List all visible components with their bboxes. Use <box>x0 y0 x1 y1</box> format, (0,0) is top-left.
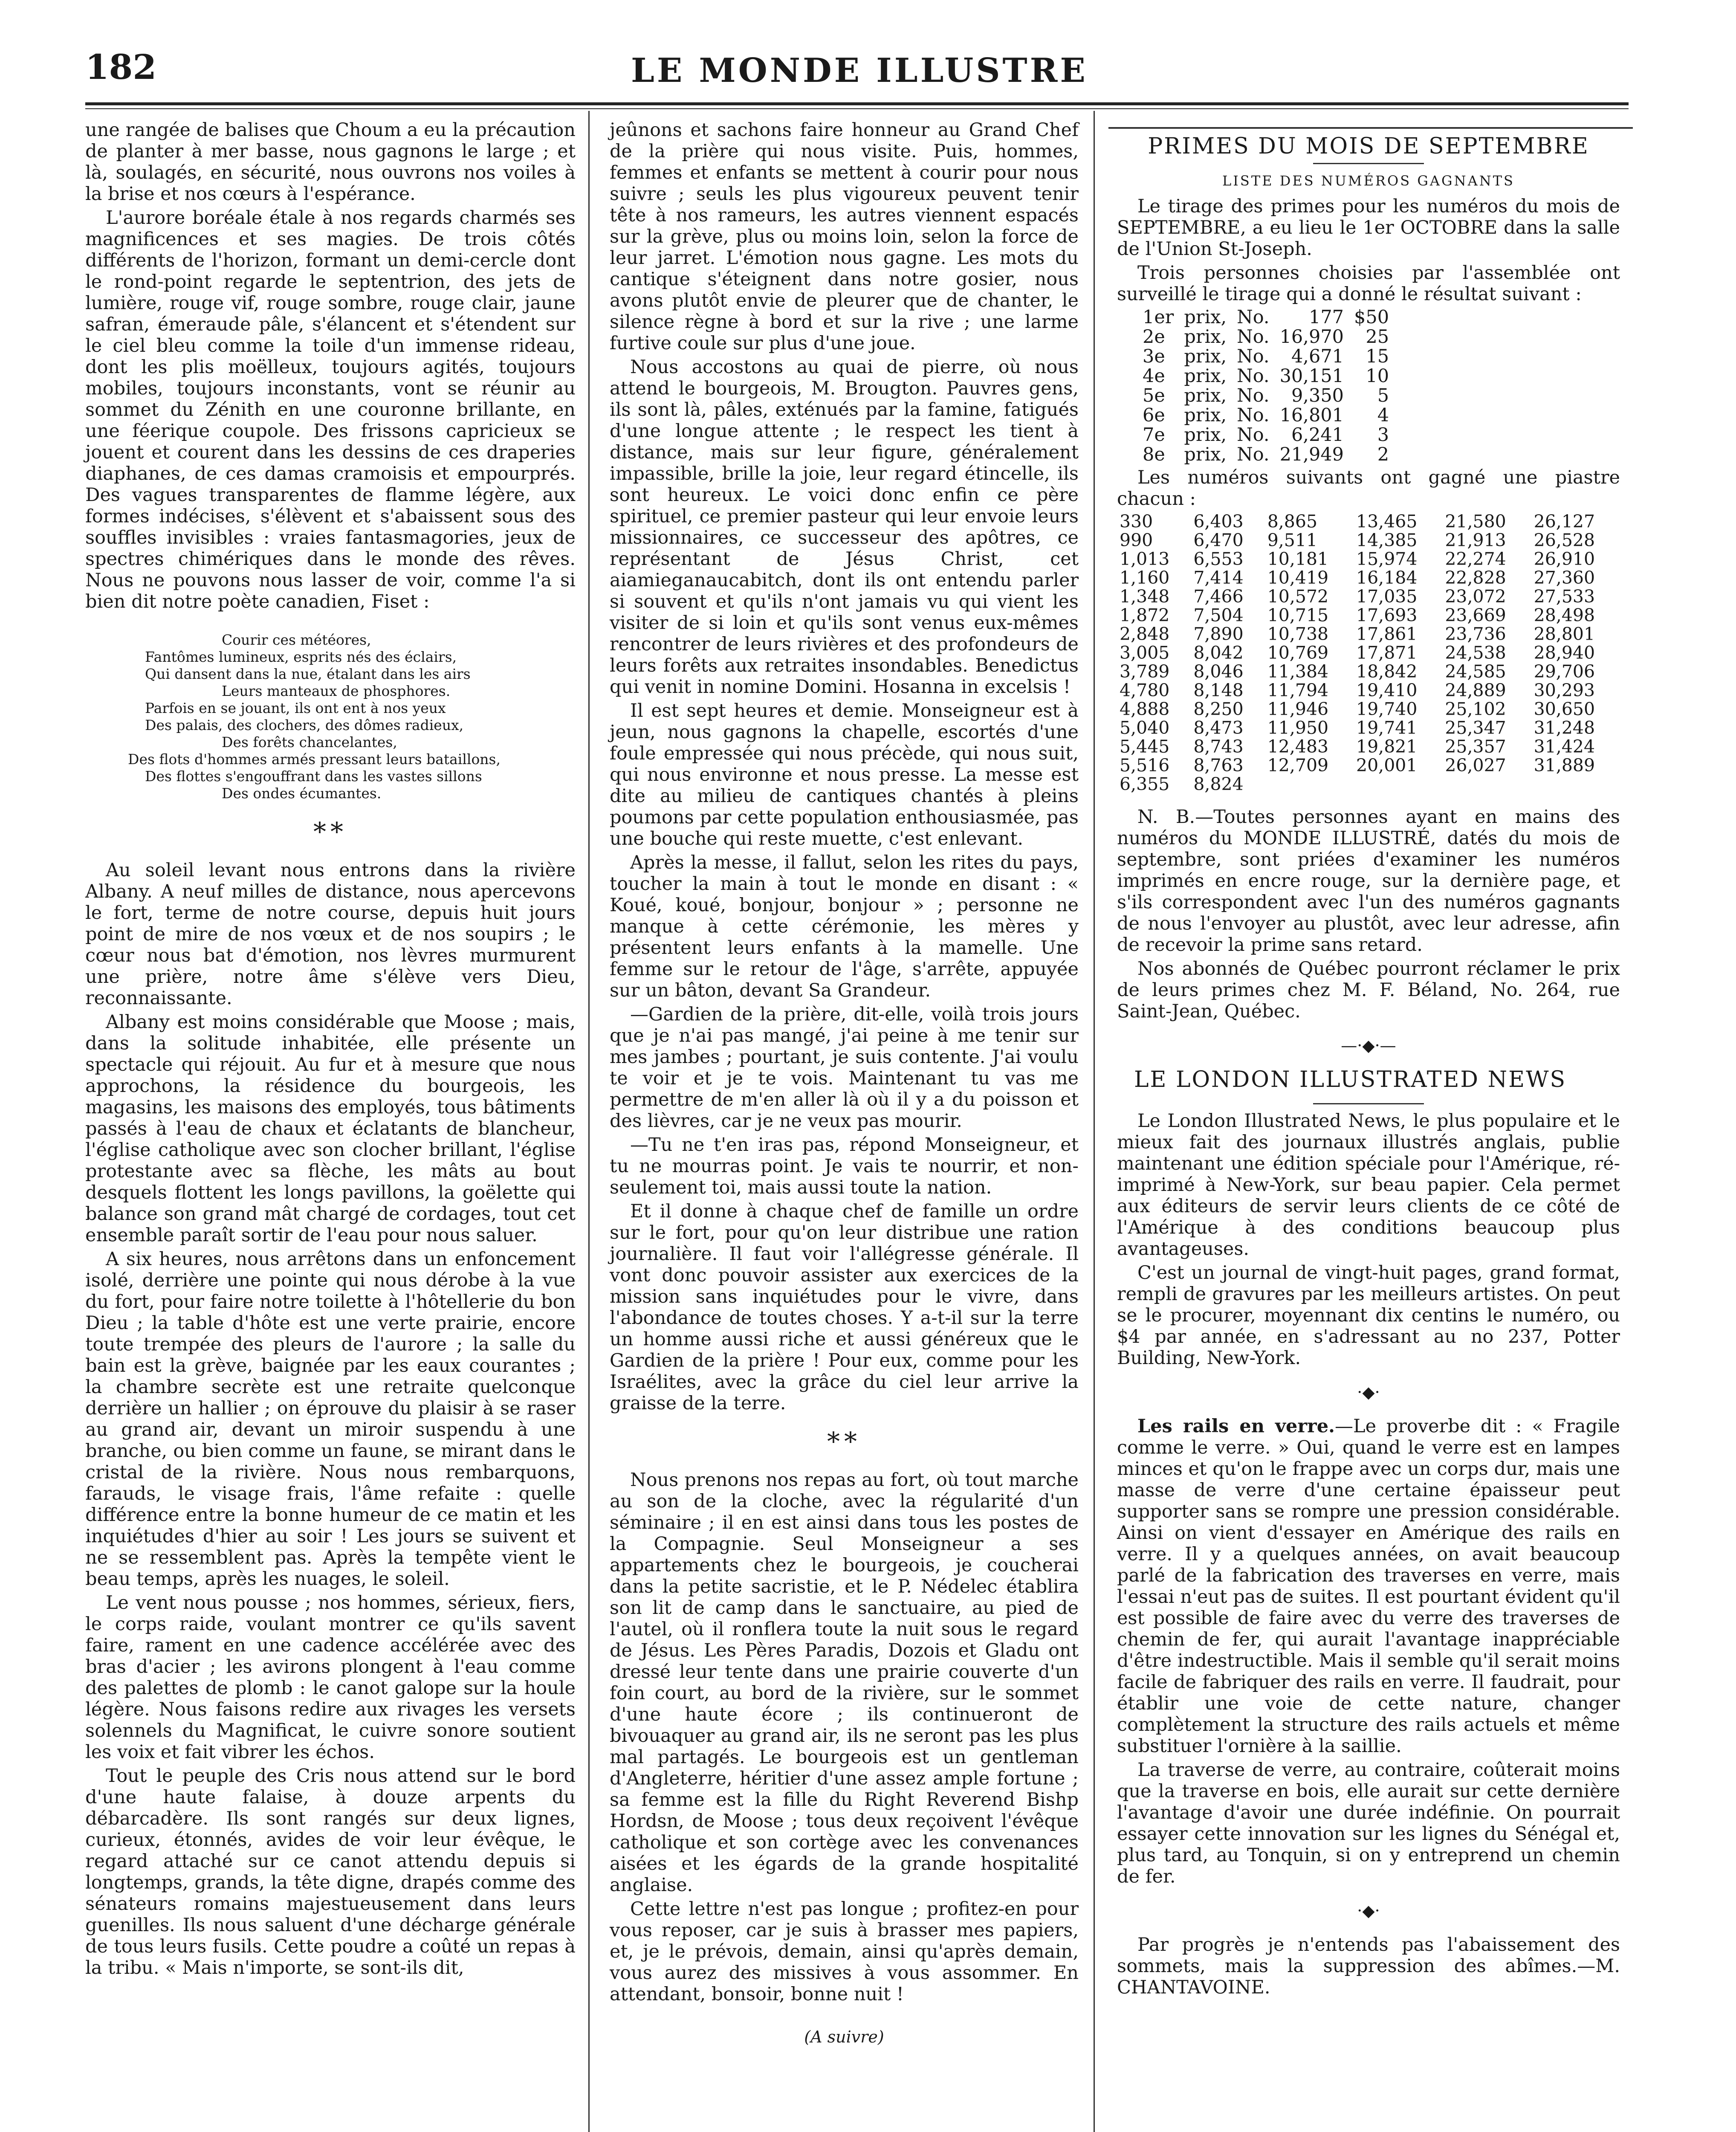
winning-number: 8,042 <box>1193 643 1244 663</box>
page-number: 182 <box>85 47 156 87</box>
winning-number: 22,274 <box>1445 549 1506 569</box>
title-rule <box>1313 1103 1424 1104</box>
winning-number: 7,504 <box>1193 605 1244 626</box>
winning-number: 7,466 <box>1193 586 1244 607</box>
winning-number: 11,384 <box>1267 661 1329 682</box>
winning-number: 4,888 <box>1120 699 1170 719</box>
winning-number: 1,348 <box>1120 586 1170 607</box>
prize-number: 4,671 <box>1291 346 1344 367</box>
number-row <box>1117 718 1620 737</box>
prize-amount: 25 <box>1366 326 1389 348</box>
winning-number: 3,005 <box>1120 643 1170 663</box>
poem-verse <box>128 631 576 802</box>
winning-number: 20,001 <box>1356 755 1418 776</box>
prize-row <box>1143 406 1399 425</box>
winning-number: 18,842 <box>1356 661 1418 682</box>
prize-row <box>1143 425 1399 445</box>
header-rule-thin <box>85 108 1629 109</box>
number-row <box>1117 568 1620 587</box>
london-title: LE LONDON ILLUSTRATED NEWS <box>1134 1067 1567 1092</box>
winning-number: 26,027 <box>1445 755 1506 776</box>
paragraph: Et il donne à chaque chef de famille un ordre sur le fort, pour qu'on leur distribue une ration journalière. Il faut voir l'allégresse générale. Il vont donc pouvoir assister aux exercices de la mission sans inquiétudes pour le vivre, dans l'abondance de toutes choses. Y a-t-il sur la terre un homme aussi riche et aussi généreux que le Gardien de la prière ! Pour eux, comme pour les Israélites, avec la grâce du ciel leur arrive la graisse de la terre. <box>610 1201 1079 1414</box>
prize-rank: 6e <box>1143 405 1165 426</box>
title-rule <box>1313 163 1424 164</box>
column-3 <box>1117 119 1620 2001</box>
number-row <box>1117 662 1620 681</box>
quote: Par progrès je n'entends pas l'abaissement des sommets, mais la suppression des abîmes.—M. CHANTAVOINE. <box>1117 1934 1620 1998</box>
paragraph: C'est un journal de vingt-huit pages, grand format, rempli de gravures par les meilleurs artistes. On peut se le procurer, moyennant dix centins le numéro, ou $4 par année, en s'adressant au no 237, Potter Building, New-York. <box>1117 1262 1620 1369</box>
winning-number: 10,769 <box>1267 643 1329 663</box>
winning-number: 23,072 <box>1445 586 1506 607</box>
prize-label: prix, <box>1184 326 1227 348</box>
winning-number: 19,740 <box>1356 699 1418 719</box>
paragraph: Tout le peuple des Cris nous attend sur le bord d'une haute falaise, à douze arpents du débarcadère. Ils sont rangés sur deux lignes, curieux, étonnés, avides de voir leur évêque, le regard attaché sur ce canot attendu depuis si longtemps, grands, la tête digne, drapés comme des sénateurs romains majestueusement dans leurs guenilles. Ils nous saluent d'une décharge générale de tous leurs fusils. Cette poudre a coûté un repas à la tribu. « Mais n'importe, se sont-ils dit, <box>85 1765 576 1978</box>
continued-note: (A suivre) <box>804 2028 884 2046</box>
number-row <box>1117 625 1620 643</box>
winning-number: 23,736 <box>1445 624 1506 644</box>
prize-no: No. <box>1237 365 1270 387</box>
winning-number: 990 <box>1120 530 1153 550</box>
column-divider <box>588 111 590 2132</box>
winning-number: 11,946 <box>1267 699 1329 719</box>
column-divider <box>1094 111 1095 2132</box>
winning-number: 28,498 <box>1533 605 1595 626</box>
prize-number: 9,350 <box>1291 385 1344 406</box>
winning-number: 12,483 <box>1267 736 1329 757</box>
winning-number: 8,865 <box>1267 511 1318 532</box>
winning-number: 8,743 <box>1193 736 1244 757</box>
winning-number: 31,889 <box>1533 755 1595 776</box>
winning-number: 6,403 <box>1193 511 1244 532</box>
winning-number: 10,181 <box>1267 549 1329 569</box>
prize-label: prix, <box>1184 365 1227 387</box>
number-row <box>1117 531 1620 550</box>
prize-amount: 15 <box>1366 346 1389 367</box>
header-rule <box>85 102 1629 105</box>
winning-number: 14,385 <box>1356 530 1418 550</box>
prize-label: prix, <box>1184 444 1227 465</box>
section-separator: ** <box>827 1427 861 1457</box>
winning-number: 6,355 <box>1120 774 1170 794</box>
primes-subtitle: LISTE DES NUMÉROS GAGNANTS <box>1222 173 1515 189</box>
prize-row <box>1143 347 1399 366</box>
verse-line: Des palais, des clochers, des dômes radieux, <box>145 717 464 733</box>
winning-number: 13,465 <box>1356 511 1418 532</box>
verse-line: Parfois en se jouant, ils ont ent à nos yeux <box>145 700 446 716</box>
number-row <box>1117 681 1620 700</box>
prize-amount: 2 <box>1377 444 1389 465</box>
winning-number: 21,913 <box>1445 530 1506 550</box>
winning-number: 21,580 <box>1445 511 1506 532</box>
paragraph: Le vent nous pousse ; nos hommes, sérieux, fiers, le corps raide, voulant montrer ce qu'ils savent faire, rament en une cadence accélérée avec des bras d'acier ; les avirons plongent à l'eau comme des palettes de plomb : le canot galope sur la houle légère. Nous faisons redire aux rivages les versets solennels du Magnificat, le cuivre sonore soutient les voix et fait vibrer les échos. <box>85 1592 576 1763</box>
winning-number: 26,528 <box>1533 530 1595 550</box>
winning-number: 5,516 <box>1120 755 1170 776</box>
prize-rank: 8e <box>1143 444 1165 465</box>
winning-number: 22,828 <box>1445 568 1506 588</box>
winning-number: 1,872 <box>1120 605 1170 626</box>
paragraph: A six heures, nous arrêtons dans un enfoncement isolé, derrière une pointe qui nous dérobe à la vue du fort, pour faire notre toilette à l'hôtellerie du bon Dieu ; la table d'hôte est une verte prairie, encore toute trempée des pleurs de l'aurore ; la salle du bain est la grève, baignée par les eaux courantes ; la chambre secrète est une retraite quelconque derrière un hallier ; on éprouve du plaisir à se raser au grand air, devant un miroir suspendu à une branche, ou bien comme un faune, se mirant dans le cristal de la rivière. Nous nous rembarquons, farauds, le visage frais, l'âme refaite : quelle différence entre la bonne humeur de ce matin et les inquiétudes d'hier au soir ! Les jours se suivent et ne se ressemblent pas. Après la tempête vient le beau temps, après les nuages, le soleil. <box>85 1248 576 1590</box>
winning-number: 10,572 <box>1267 586 1329 607</box>
number-row <box>1117 512 1620 531</box>
winning-number: 5,445 <box>1120 736 1170 757</box>
paragraph: Il est sept heures et demie. Monseigneur est à jeun, nous gagnons la chapelle, escortés d'une foule empressée qui nous précède, qui nous suit, qui nous environne et nous presse. La messe est dite au milieu de cantiques chantés à pleins poumons par cette population enthousiasmée, pas une bouche qui reste muette, c'est enlevant. <box>610 700 1079 849</box>
winning-number: 8,824 <box>1193 774 1244 794</box>
prize-label: prix, <box>1184 424 1227 446</box>
number-row <box>1117 775 1620 794</box>
winning-number: 19,741 <box>1356 718 1418 738</box>
prize-table <box>1143 307 1399 464</box>
winning-number: 4,780 <box>1120 680 1170 701</box>
prize-row <box>1143 445 1399 464</box>
paragraph: Albany est moins considérable que Moose ; mais, dans la solitude inhabitée, elle présente un spectacle qui réjouit. Au fur et à mesure que nous approchons, la résidence du bourgeois, les magasins, les maisons des employés, tous bâtiments passés à l'eau de chaux et éclatants de blancheur, l'église catholique avec son clocher brillant, l'église protestante avec sa flèche, les mâts au bout desquels flottent les longs pavillons, la goëlette qui balance son grand mât chargé de cordages, tout cet ensemble paraît sortir de l'eau pour nous saluer. <box>85 1011 576 1246</box>
winning-number: 19,410 <box>1356 680 1418 701</box>
number-row <box>1117 550 1620 568</box>
prize-number: 16,970 <box>1279 326 1344 348</box>
winning-number: 6,553 <box>1193 549 1244 569</box>
verse-line: Courir ces météores, <box>222 631 371 648</box>
ornament-divider: ·◆· <box>1357 1383 1380 1402</box>
paragraph: L'aurore boréale étale à nos regards charmés ses magnificences et ses magies. De trois côtés différents de l'horizon, formant un demi-cercle dont le rond-point regarde le septentrion, des jets de lumière, rouge vif, rouge sombre, rouge clair, jaune safran, émeraude pâle, s'élancent et s'étendent sur le ciel bleu comme la toile d'un immense rideau, dont les plis moëlleux, toujours agités, toujours mobiles, toujours inconstants, vont se réunir au sommet du Zénith en une couronne brillante, en une féerique coupole. Des frissons capricieux se jouent et courent dans les dessins de ces draperies diaphanes, de ces damas cramoisis et empourprés. Des vagues transparentes de flamme légère, aux formes indécises, s'élèvent et s'abaissent sous des souffles invisibles : vraies fantasmagories, jeux de spectres chimériques dans le monde des rêves. Nous ne pouvons nous lasser de voir, comme l'a si bien dit notre poète canadien, Fiset : <box>85 207 576 612</box>
primes-title: PRIMES DU MOIS DE SEPTEMBRE <box>1148 133 1589 159</box>
winning-number: 17,871 <box>1356 643 1418 663</box>
winning-number: 26,910 <box>1533 549 1595 569</box>
number-row <box>1117 700 1620 718</box>
winning-number: 12,709 <box>1267 755 1329 776</box>
prize-no: No. <box>1237 444 1270 465</box>
prize-amount: 3 <box>1377 424 1389 446</box>
prize-amount: $50 <box>1354 307 1389 328</box>
verse-line: Qui dansent dans la nue, étalant dans les airs <box>145 666 471 682</box>
prize-label: prix, <box>1184 385 1227 406</box>
winning-number: 11,794 <box>1267 680 1329 701</box>
winning-number: 30,650 <box>1533 699 1595 719</box>
prize-number: 21,949 <box>1279 444 1344 465</box>
prize-number: 177 <box>1308 307 1344 328</box>
winning-number: 1,160 <box>1120 568 1170 588</box>
journal-title: LE MONDE ILLUSTRE <box>631 51 1088 90</box>
winning-number: 7,890 <box>1193 624 1244 644</box>
winning-number <box>1354 775 1442 794</box>
prize-amount: 5 <box>1377 385 1389 406</box>
winning-number: 330 <box>1120 511 1153 532</box>
prize-no: No. <box>1237 385 1270 406</box>
prize-row <box>1143 366 1399 386</box>
verse-line: Des flottes s'engouffrant dans les vastes sillons <box>145 768 482 785</box>
prize-no: No. <box>1237 307 1270 328</box>
winning-number: 7,414 <box>1193 568 1244 588</box>
winning-number: 24,585 <box>1445 661 1506 682</box>
winning-number <box>1531 775 1620 794</box>
number-row <box>1117 737 1620 756</box>
winning-number: 23,669 <box>1445 605 1506 626</box>
prize-row <box>1143 386 1399 406</box>
winning-number: 3,789 <box>1120 661 1170 682</box>
winning-number: 17,035 <box>1356 586 1418 607</box>
prize-label: prix, <box>1184 307 1227 328</box>
paragraph: —Le proverbe dit : « Fragile comme le verre. » Oui, quand le verre est en lampes minces et qu'on le frappe avec un corps dur, mais une masse de verre d'une certaine épaisseur peut supporter sans se rompre une pression considérable. Ainsi on vient d'essayer en Amérique des rails en verre. Il y a quelques années, on avait beaucoup parlé de la fabrication des traverses en verre, mais l'essai n'eut pas de suites. Il est pourtant évident qu'il est possible de faire avec du verre des traverses de chemin de fer, qui aurait l'avantage inappréciable d'être indestructible. Mais il semble qu'il serait moins facile de fabriquer des rails en verre. Il faudrait, pour établir une voie de cette nature, changer complètement la structure des rails actuels et même substituer l'ornière à la saillie. <box>1117 1416 1620 1757</box>
winning-number: 8,473 <box>1193 718 1244 738</box>
winning-number: 8,148 <box>1193 680 1244 701</box>
winning-number: 26,127 <box>1533 511 1595 532</box>
winning-number: 27,533 <box>1533 586 1595 607</box>
prize-no: No. <box>1237 346 1270 367</box>
prize-number: 30,151 <box>1279 365 1344 387</box>
winning-number: 9,511 <box>1267 530 1318 550</box>
winning-number: 28,940 <box>1533 643 1595 663</box>
winning-number: 17,693 <box>1356 605 1418 626</box>
paragraph: Cette lettre n'est pas longue ; profitez-en pour vous reposer, car je suis à brasser mes papiers, et, je le prévois, demain, ainsi qu'après demain, vous aurez des missives à vous assommer. En attendant, bonsoir, bonne nuit ! <box>610 1898 1079 2005</box>
paragraph: Le tirage des primes pour les numéros du mois de SEPTEMBRE, a eu lieu le 1er OCTOBRE dans la salle de l'Union St-Joseph. <box>1117 196 1620 260</box>
winning-number: 17,861 <box>1356 624 1418 644</box>
winning-number: 16,184 <box>1356 568 1418 588</box>
paragraph: —Gardien de la prière, dit-elle, voilà trois jours que je n'ai pas mangé, j'ai peine à me tenir sur mes jambes ; pourtant, je suis contente. J'ai voulu te voir et je te vois. Maintenant tu vas me permettre de m'en aller là où il y a du poisson et des lièvres, car je ne veux pas mourir. <box>610 1004 1079 1132</box>
column-1 <box>85 119 576 1981</box>
paragraph: —Tu ne t'en iras pas, répond Monseigneur, et tu ne mourras point. Je vais te nourrir, et non-seulement toi, mais aussi toute la nation. <box>610 1134 1079 1198</box>
winning-number: 29,706 <box>1533 661 1595 682</box>
paragraph: N. B.—Toutes personnes ayant en mains des numéros du MONDE ILLUSTRÉ, datés du mois de septembre, sont priées d'examiner les numéros imprimés en encre rouge, sur la dernière page, et s'ils correspondent avec l'un des numéros gagnants de nous l'envoyer au plustôt, avec leur adresse, afin de recevoir la prime sans retard. <box>1117 806 1620 956</box>
number-row <box>1117 606 1620 625</box>
prize-rank: 1er <box>1143 307 1174 328</box>
prize-rank: 5e <box>1143 385 1165 406</box>
prize-rank: 2e <box>1143 326 1165 348</box>
winning-number: 15,974 <box>1356 549 1418 569</box>
prize-rank: 3e <box>1143 346 1165 367</box>
verse-line: Leurs manteaux de phosphores. <box>222 683 451 699</box>
verse-line: Des ondes écumantes. <box>222 785 382 802</box>
verse-line: Des flots d'hommes armés pressant leurs bataillons, <box>128 751 501 768</box>
paragraph: La traverse de verre, au contraire, coûterait moins que la traverse en bois, elle aurait sur cette dernière l'avantage d'avoir une durée indéfinie. On pourrait essayer cette innovation sur les lignes du Sénégal et, plus tard, au Tonquin, si on y entreprend un chemin de fer. <box>1117 1759 1620 1887</box>
prize-label: prix, <box>1184 346 1227 367</box>
verse-line: Des forêts chancelantes, <box>222 734 397 750</box>
winning-number <box>1442 775 1531 794</box>
prize-amount: 4 <box>1377 405 1389 426</box>
rails-title: Les rails en verre. <box>1137 1416 1335 1437</box>
paragraph: Nous accostons au quai de pierre, où nous attend le bourgeois, M. Brougton. Pauvres gens, ils sont là, pâles, exténués par la famine, fatigués d'une longue attente ; le respect les tient à distance, mais sur leur figure, généralement impassible, brille la joie, leur regard étincelle, ils sont heureux. Le voici donc enfin ce père spirituel, ce premier pasteur qui leur envoie leurs missionnaires, ce successeur des apôtres, ce représentant de Jésus Christ, cet aiamieganaucabitch, dont ils ont entendu parler si souvent et qu'ils n'ont jamais vu qui vient les visiter de si loin et qu'ils sont venus eux-mêmes rencontrer de leurs rivières et des profondeurs de leurs forêts aux retraites insondables. Benedictus qui venit in nomine Domini. Hosanna in excelsis ! <box>610 356 1079 698</box>
number-row <box>1117 587 1620 606</box>
winning-number: 2,848 <box>1120 624 1170 644</box>
winning-number: 10,419 <box>1267 568 1329 588</box>
winning-number: 19,821 <box>1356 736 1418 757</box>
winning-number <box>1265 775 1354 794</box>
page-header <box>85 30 1629 102</box>
winning-numbers-table <box>1117 512 1620 794</box>
prize-number: 16,801 <box>1279 405 1344 426</box>
paragraph: une rangée de balises que Choum a eu la précaution de planter à mer basse, nous gagnons le large ; et là, soulagés, en sécurité, nous ouvrons nos voiles à la brise et nos cœurs à l'espérance. <box>85 119 576 205</box>
paragraph: Trois personnes choisies par l'assemblée ont surveillé le tirage qui a donné le résultat suivant : <box>1117 262 1620 305</box>
section-separator: ** <box>313 817 347 847</box>
winning-number: 10,738 <box>1267 624 1329 644</box>
ornament-divider: —·◆·— <box>1341 1036 1396 1055</box>
winning-number: 27,360 <box>1533 568 1595 588</box>
winning-number: 30,293 <box>1533 680 1595 701</box>
winning-number: 31,424 <box>1533 736 1595 757</box>
winning-number: 25,347 <box>1445 718 1506 738</box>
winning-number: 28,801 <box>1533 624 1595 644</box>
winning-number: 8,046 <box>1193 661 1244 682</box>
paragraph: Après la messe, il fallut, selon les rites du pays, toucher la main à tout le monde en disant : « Koué, koué, bonjour, bonjour » ; personne ne manque à cette cérémonie, les mères y présentent leurs enfants à la mamelle. Une femme sur le retour de l'âge, s'arrête, appuyée sur un bâton, devant Sa Grandeur. <box>610 852 1079 1001</box>
paragraph: Nos abonnés de Québec pourront réclamer le prix de leurs primes chez M. F. Béland, No. 264, rue Saint-Jean, Québec. <box>1117 958 1620 1022</box>
winning-number: 11,950 <box>1267 718 1329 738</box>
winning-number: 25,357 <box>1445 736 1506 757</box>
paragraph: Nous prenons nos repas au fort, où tout marche au son de la cloche, avec la régularité d'un séminaire ; il en est ainsi dans tous les postes de la Compagnie. Seul Monseigneur a ses appartements chez le bourgeois, je coucherai dans la petite sacristie, et le P. Nédelec établira son lit de camp dans le sanctuaire, au pied de l'autel, où il ronflera toute la nuit sous le regard de Jésus. Les Pères Paradis, Dozois et Gladu ont dressé leur tente dans une prairie couverte d'un foin court, au bord de la rivière, sur le sommet d'une haute écore ; ils continueront de bivouaquer au grand air, ils ne seront pas les plus mal partagés. Le bourgeois est un gentleman d'Angleterre, héritier d'une assez ample fortune ; sa femme est la fille du Right Reverend Bishp Hordsn, de Moose ; tous deux reçoivent l'évêque catholique et son cortège avec les convenances aisées et les égards de la grande hospitalité anglaise. <box>610 1469 1079 1896</box>
number-row <box>1117 643 1620 662</box>
ornament-divider: ·◆· <box>1357 1901 1380 1920</box>
winning-number: 8,250 <box>1193 699 1244 719</box>
prize-no: No. <box>1237 326 1270 348</box>
prize-rank: 4e <box>1143 365 1165 387</box>
prize-row <box>1143 327 1399 347</box>
winning-number: 31,248 <box>1533 718 1595 738</box>
prize-label: prix, <box>1184 405 1227 426</box>
winning-number: 5,040 <box>1120 718 1170 738</box>
paragraph: Les numéros suivants ont gagné une piastre chacun : <box>1117 467 1620 510</box>
winning-number: 25,102 <box>1445 699 1506 719</box>
winning-number: 1,013 <box>1120 549 1170 569</box>
number-row <box>1117 756 1620 775</box>
winning-number: 24,889 <box>1445 680 1506 701</box>
winning-number: 8,763 <box>1193 755 1244 776</box>
paragraph: Au soleil levant nous entrons dans la rivière Albany. A neuf milles de distance, nous apercevons le fort, terme de notre course, depuis huit jours point de mire de nos vœux et de nos soupirs ; le cœur nous bat d'émotion, nos lèvres murmurent une prière, notre âme s'élève vers Dieu, reconnaissante. <box>85 860 576 1009</box>
prize-row <box>1143 307 1399 327</box>
column-2 <box>610 119 1079 2048</box>
prize-no: No. <box>1237 405 1270 426</box>
prize-rank: 7e <box>1143 424 1165 446</box>
prize-amount: 10 <box>1366 365 1389 387</box>
winning-number: 10,715 <box>1267 605 1329 626</box>
prize-number: 6,241 <box>1291 424 1344 446</box>
paragraph: jeûnons et sachons faire honneur au Grand Chef de la prière qui nous visite. Puis, hommes, femmes et enfants se mettent à courir pour nous suivre ; seuls les plus vigoureux peuvent tenir tête à nos rameurs, les autres viennent espacés sur la grève, plus ou moins loin, selon la force de leur jarret. L'émotion nous gagne. Les mots du cantique s'éteignent dans notre gosier, nous avons plutôt envie de pleurer que de chanter, le silence règne à bord et sur la rive ; une larme furtive coule sur plus d'une joue. <box>610 119 1079 354</box>
prize-no: No. <box>1237 424 1270 446</box>
paragraph: Le London Illustrated News, le plus populaire et le mieux fait des journaux illustrés anglais, publie maintenant une édition spéciale pour l'Amérique, ré-imprimé à New-York, sur beau papier. Cela permet aux éditeurs de servir leurs clients de ce côté de l'Amérique à des conditions beaucoup plus avantageuses. <box>1117 1110 1620 1260</box>
winning-number: 24,538 <box>1445 643 1506 663</box>
winning-number: 6,470 <box>1193 530 1244 550</box>
verse-line: Fantômes lumineux, esprits nés des éclairs, <box>145 649 457 665</box>
